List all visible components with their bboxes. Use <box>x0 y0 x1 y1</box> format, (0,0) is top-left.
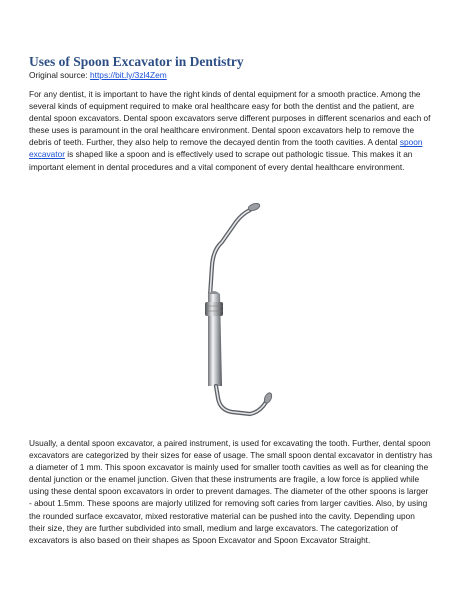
spoon-excavator-illustration <box>150 198 300 424</box>
source-label: Original source: <box>29 70 90 80</box>
intro-text-end: is shaped like a spoon and is effectively used to scrape out pathologic tissue. This makes it an important element in dental procedures and a vital component of every dental healthcare environment. <box>29 149 413 172</box>
source-line <box>29 70 167 80</box>
document-title: Uses of Spoon Excavator in Dentistry <box>29 54 244 69</box>
source-link[interactable]: https://bit.ly/3zl4Zem <box>89 70 167 80</box>
intro-paragraph <box>29 88 433 173</box>
intro-text-start: For any dentist, it is important to have the right kinds of dental equipment for a smooth practice. Among the several kinds of equipment required to make oral healthcare easy for both the dentist and the patient, are dental spoon excavators. Dental spoon excavators serve different purposes in different scenarios and each of these uses is paramount in the oral healthcare environment. Dental spoon excavators help to remove the debris of teeth. Further, they also help to remove the decayed dentin from the tooth cavities. A dental <box>29 89 431 148</box>
spoon-excavator-link[interactable]: spoon excavator <box>29 137 423 160</box>
details-paragraph: Usually, a dental spoon excavator, a paired instrument, is used for excavating the tooth. Further, dental spoon excavators are categorized by their sizes for ease of usage. The small spoon dental excavator in dentistry has a diameter of 1 mm. This spoon excavator is mainly used for smaller tooth cavities as well as for cleaning the dental junction or the enamel junction. Given that these instruments are fragile, a low force is applied while using these dental spoon excavators in order to prevent damages. The diameter of the other spoons is larger - about 1.5mm. These spoons are majorly utilized for removing soft caries from larger cavities. Also, by using the rounded surface excavator, mixed restorative material can be pushed into the cavity. Depending upon their size, they are further subdivided into small, medium and large excavators. The categorization of excavators is also based on their shapes as Spoon Excavator and Spoon Excavator Straight. <box>29 438 433 545</box>
